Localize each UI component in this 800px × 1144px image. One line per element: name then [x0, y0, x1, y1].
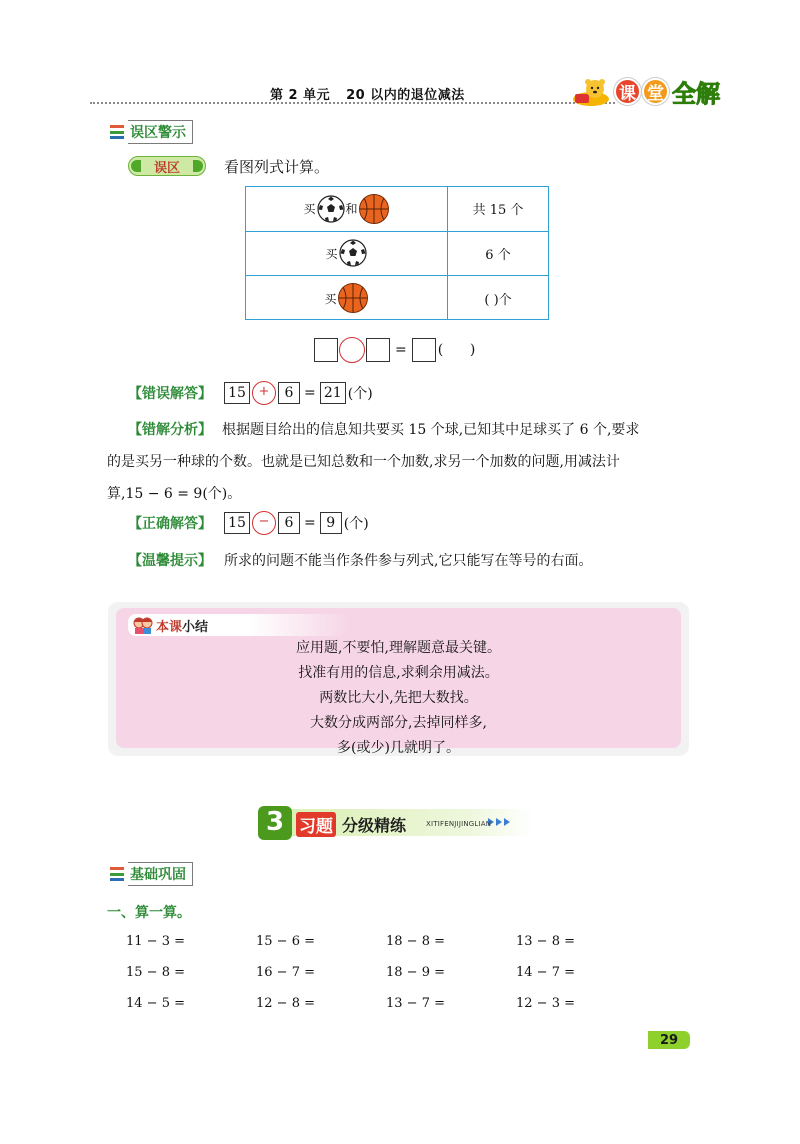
operator-circle[interactable]	[339, 337, 365, 363]
answer-box[interactable]	[314, 338, 338, 362]
exercise-item[interactable]: 15 − 6 =	[256, 934, 315, 949]
buy-label: 买	[303, 202, 316, 217]
blank-equation	[314, 337, 475, 363]
wrong-analysis	[107, 414, 699, 510]
exercise-item[interactable]: 12 − 3 =	[516, 996, 575, 1011]
mistake-section-title	[110, 121, 193, 143]
page-number: 29	[648, 1031, 690, 1049]
summary-label	[156, 616, 208, 635]
wrong-answer-line	[128, 381, 373, 405]
poem-line: 找准有用的信息,求剩余用减法。	[298, 665, 499, 681]
header-title	[270, 84, 465, 103]
summary-label-black: 小结	[182, 619, 209, 635]
tip-label: 【温馨提示】	[128, 553, 212, 569]
unit-label: 第 2 单元	[270, 88, 331, 103]
ball-table	[245, 186, 549, 320]
buy-label: 买	[324, 291, 337, 306]
table-row	[246, 276, 548, 321]
section-label: 误区警示	[128, 120, 193, 144]
practice-banner	[258, 806, 534, 840]
poem-line: 多(或少)几就明了。	[337, 740, 460, 756]
kids-icon	[132, 615, 154, 635]
section-label: 基础巩固	[128, 862, 193, 886]
brand-char-2: 堂	[642, 78, 669, 105]
brand-tail: 全解	[672, 80, 720, 108]
exercise-item[interactable]: 13 − 7 =	[386, 996, 445, 1011]
poem-line: 应用题,不要怕,理解题意最关键。	[296, 640, 501, 656]
banner-pinyin: XITIFENJIJINGLIAN	[426, 820, 492, 828]
correct-answer-line	[128, 511, 369, 535]
equals-sign: =	[304, 385, 316, 401]
analysis-line-2: 的是买另一种球的个数。也就是已知总数和一个加数,求另一个加数的问题,用减法计	[107, 454, 620, 470]
table-row	[246, 232, 548, 277]
summary-poem	[116, 636, 681, 761]
stacked-bars-icon	[110, 125, 124, 139]
analysis-label: 【错解分析】	[128, 422, 212, 438]
header-divider	[90, 102, 615, 104]
table-cell-count: 6 个	[485, 247, 511, 263]
operator-circle: +	[252, 381, 276, 405]
bear-mascot-icon	[565, 77, 611, 107]
table-cell-item	[246, 276, 447, 321]
exercise-row	[126, 992, 646, 1023]
brand-logo	[565, 74, 720, 109]
tip-line	[128, 550, 592, 570]
basketball-icon	[358, 193, 390, 225]
table-cell-count: ( )个	[484, 292, 512, 308]
mistake-pill: 误区	[128, 156, 206, 176]
summary-tab	[128, 614, 348, 636]
correct-answer-label: 【正确解答】	[128, 516, 212, 532]
number-box: 6	[278, 512, 300, 534]
topic-label: 20 以内的退位减法	[346, 88, 465, 103]
number-box: 21	[320, 382, 346, 404]
exercise-item[interactable]: 11 − 3 =	[126, 934, 185, 949]
unit-label: (个)	[343, 516, 369, 532]
exercise-grid	[126, 930, 646, 1023]
task-text: 看图列式计算。	[224, 158, 330, 176]
answer-box[interactable]	[412, 338, 436, 362]
exercise-item[interactable]: 15 − 8 =	[126, 965, 185, 980]
basketball-icon	[337, 282, 369, 314]
number-box: 15	[224, 382, 250, 404]
table-cell-count: 共 15 个	[472, 203, 524, 219]
exercise-item[interactable]: 18 − 9 =	[386, 965, 445, 980]
unit-label: (个)	[347, 386, 373, 402]
summary-panel	[116, 608, 681, 756]
banner-number: 3	[265, 807, 285, 837]
table-cell-item	[246, 187, 447, 231]
lesson-summary	[108, 602, 689, 756]
joiner-label: 和	[345, 202, 358, 217]
summary-label-red: 本课	[156, 619, 183, 635]
basics-section-title	[110, 863, 193, 885]
wrong-answer-label: 【错误解答】	[128, 386, 212, 402]
exercise-item[interactable]: 16 − 7 =	[256, 965, 315, 980]
soccer-ball-icon	[338, 238, 368, 268]
answer-box[interactable]	[366, 338, 390, 362]
unit-blank: ( )	[437, 342, 476, 358]
exercise-item[interactable]: 18 − 8 =	[386, 934, 445, 949]
number-box: 6	[278, 382, 300, 404]
number-box: 9	[320, 512, 342, 534]
analysis-line-1: 根据题目给出的信息知共要买 15 个球,已知其中足球买了 6 个,要求	[222, 422, 640, 438]
number-box: 15	[224, 512, 250, 534]
soccer-ball-icon	[316, 194, 346, 224]
analysis-line-3: 算,15 − 6 = 9(个)。	[107, 486, 242, 502]
exercise-item[interactable]: 12 − 8 =	[256, 996, 315, 1011]
exercise-item[interactable]: 13 − 8 =	[516, 934, 575, 949]
equals-sign: =	[395, 342, 407, 358]
table-row	[246, 187, 548, 232]
brand-char-1: 课	[614, 78, 641, 105]
poem-line: 大数分成两部分,去掉同样多,	[310, 715, 487, 731]
exercise-item[interactable]: 14 − 5 =	[126, 996, 185, 1011]
exercise-title: 一、算一算。	[107, 905, 191, 921]
exercise-row	[126, 930, 646, 961]
tip-text: 所求的问题不能当作条件参与列式,它只能写在等号的右面。	[224, 553, 593, 569]
stacked-bars-icon	[110, 867, 124, 881]
table-cell-item	[246, 232, 447, 276]
banner-title-red: 习题	[296, 812, 336, 837]
equals-sign: =	[304, 515, 316, 531]
buy-label: 买	[325, 246, 338, 261]
operator-circle: −	[252, 511, 276, 535]
exercise-item[interactable]: 14 − 7 =	[516, 965, 575, 980]
exercise-row	[126, 961, 646, 992]
page-header	[90, 78, 720, 106]
poem-line: 两数比大小,先把大数找。	[319, 690, 478, 706]
banner-title-black: 分级精练	[342, 816, 407, 835]
